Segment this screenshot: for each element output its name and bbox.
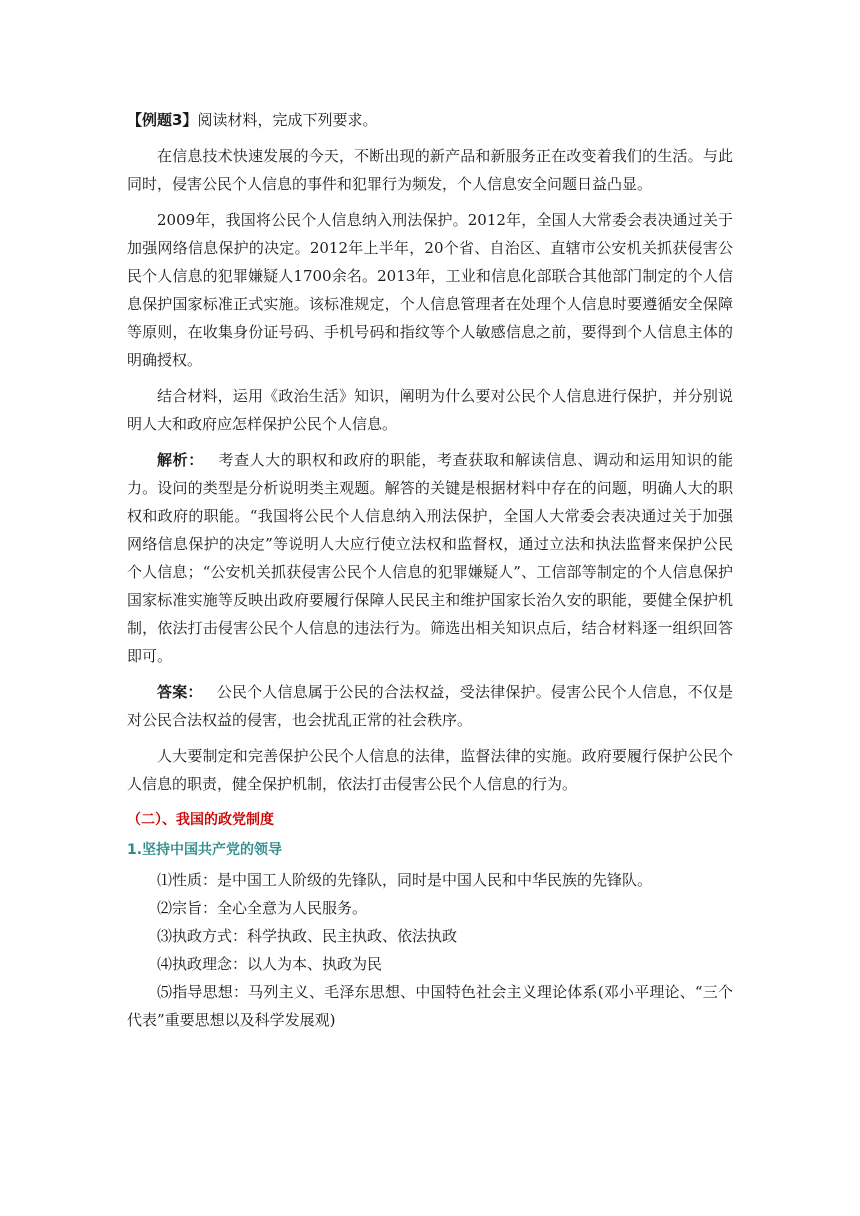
analysis-label: 解析： (157, 451, 204, 469)
document-content (127, 106, 733, 1034)
section-heading: （二）、我国的政党制度 (127, 812, 274, 828)
material-paragraph-2: 2009年，我国将公民个人信息纳入刑法保护。2012年，全国人大常委会表决通过关于加强网络信息保护的决定。2012年上半年，20个省、自治区、直辖市公安机关抓获侵害公民个人信息的犯罪嫌疑人1700余名。2013年，工业和信息化部联合其他部门制定的个人信息保护国家标准正式实施。该标准规定，个人信息管理者在处理个人信息时要遵循安全保障等原则，在收集身份证号码、手机号码和指纹等个人敏感信息之前，要得到个人信息主体的明确授权。 (127, 211, 733, 369)
answer-paragraph-2: 人大要制定和完善保护公民个人信息的法律，监督法律的实施。政府要履行保护公民个人信息的职责，健全保护机制，依法打击侵害公民个人信息的行为。 (127, 747, 733, 793)
party-list (127, 866, 733, 1034)
list-item: ⑶执政方式：科学执政、民主执政、依法执政 (157, 927, 458, 945)
example-prompt: 阅读材料，完成下列要求。 (197, 111, 378, 129)
example-label: 【例题3】 (127, 111, 198, 129)
analysis-text: 考查人大的职权和政府的职能，考查获取和解读信息、调动和运用知识的能力。设问的类型是分析说明类主观题。解答的关键是根据材料中存在的问题，明确人大的职权和政府的职能。“我国将公民个人信息纳入刑法保护，全国人大常委会表决通过关于加强网络信息保护的决定”等说明人大应行使立法权和监督权，通过立法和执法监督来保护公民个人信息；“公安机关抓获侵害公民个人信息的犯罪嫌疑人”、工信部等制定的个人信息保护国家标准实施等反映出政府要履行保障人民民主和维护国家长治久安的职能，要健全保护机制，依法打击侵害公民个人信息的违法行为。筛选出相关知识点后，结合材料逐一组织回答即可。 (127, 451, 733, 665)
example-title (127, 106, 733, 134)
list-item: ⑷执政理念：以人为本、执政为民 (157, 955, 383, 973)
list-item: ⑵宗旨：全心全意为人民服务。 (157, 899, 368, 917)
section-subheading: 1.坚持中国共产党的领导 (127, 842, 283, 858)
answer-text: 公民个人信息属于公民的合法权益，受法律保护。侵害公民个人信息，不仅是对公民合法权益的侵害，也会扰乱正常的社会秩序。 (127, 683, 733, 729)
list-item: ⑸指导思想：马列主义、毛泽东思想、中国特色社会主义理论体系(邓小平理论、“三个代表”重要思想以及科学发展观) (127, 983, 733, 1029)
answer-paragraph (127, 678, 733, 734)
material-paragraph-1: 在信息技术快速发展的今天，不断出现的新产品和新服务正在改变着我们的生活。与此同时，侵害公民个人信息的事件和犯罪行为频发，个人信息安全问题日益凸显。 (127, 147, 733, 193)
analysis-paragraph (127, 446, 733, 670)
question-paragraph: 结合材料，运用《政治生活》知识，阐明为什么要对公民个人信息进行保护，并分别说明人大和政府应怎样保护公民个人信息。 (127, 387, 733, 433)
list-item: ⑴性质：是中国工人阶级的先锋队，同时是中国人民和中华民族的先锋队。 (157, 871, 653, 889)
answer-label: 答案： (157, 683, 203, 701)
